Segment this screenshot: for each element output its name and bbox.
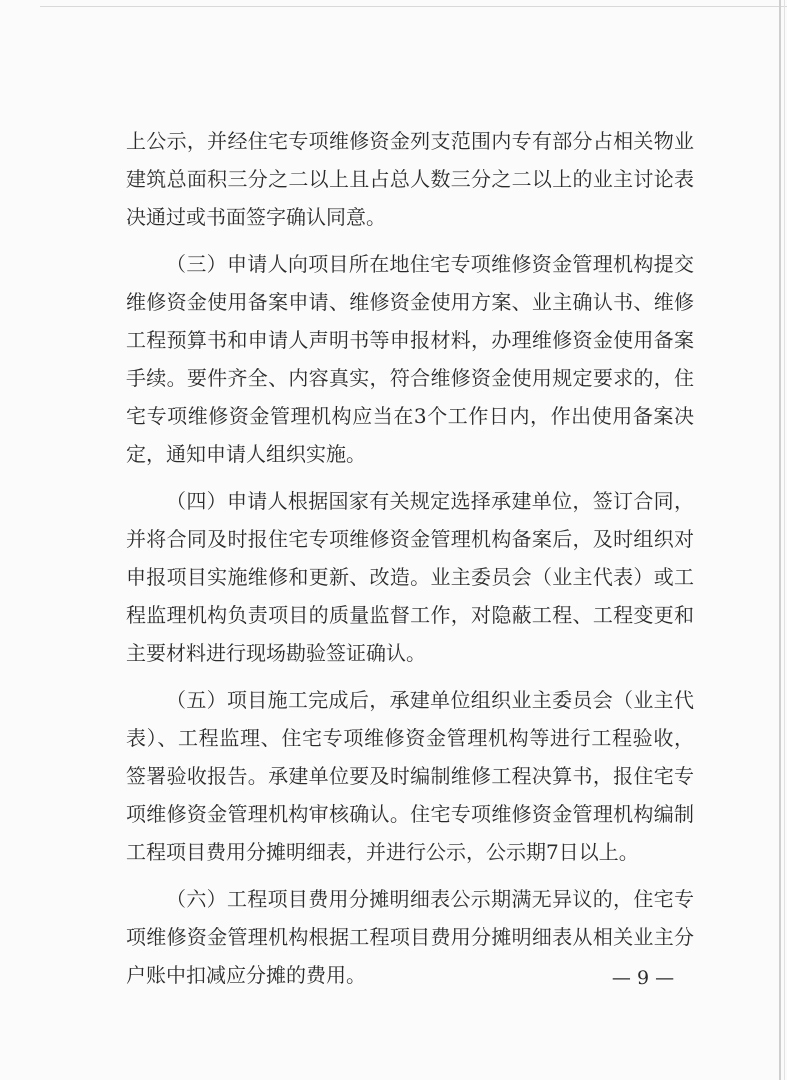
page-edge-right <box>779 0 781 1080</box>
text-line: 项维修资金管理机构根据工程项目费用分摊明细表从相关业主分 <box>126 925 694 949</box>
text-line: 主要材料进行现场勘验签证确认。 <box>126 641 426 665</box>
text-line: 程监理机构负责项目的质量监督工作，对隐蔽工程、工程变更和 <box>126 603 694 627</box>
text-line: （六）工程项目费用分摊明细表公示期满无异议的，住宅专 <box>166 887 694 911</box>
paragraph-item-5 <box>126 681 694 871</box>
text-line: 户账中扣减应分摊的费用。 <box>126 963 366 987</box>
text-line: 维修资金使用备案申请、维修资金使用方案、业主确认书、维修 <box>126 290 694 314</box>
text-line: 项维修资金管理机构审核确认。住宅专项维修资金管理机构编制 <box>126 802 694 826</box>
body-text <box>126 122 694 994</box>
text-line: （三）申请人向项目所在地住宅专项维修资金管理机构提交 <box>166 252 694 276</box>
page-number: — 9 — <box>611 967 675 989</box>
text-line: 工程预算书和申请人声明书等申报材料，办理维修资金使用备案 <box>126 328 694 352</box>
paragraph-item-3 <box>126 245 694 473</box>
page-edge-top <box>40 6 787 7</box>
text-line: 表）、工程监理、住宅专项维修资金管理机构等进行工程验收， <box>126 726 694 750</box>
text-line: 并将合同及时报住宅专项维修资金管理机构备案后，及时组织对 <box>126 527 694 551</box>
text-line: 定，通知申请人组织实施。 <box>126 442 366 466</box>
text-line: 手续。要件齐全、内容真实，符合维修资金使用规定要求的，住 <box>126 366 694 390</box>
text-line: 上公示，并经住宅专项维修资金列支范围内专有部分占相关物业 <box>126 129 694 153</box>
paragraph-continued <box>126 122 694 236</box>
text-line: 建筑总面积三分之二以上且占总人数三分之二以上的业主讨论表 <box>126 167 694 191</box>
text-line: （四）申请人根据国家有关规定选择承建单位，签订合同， <box>166 489 694 513</box>
text-line: 申报项目实施维修和更新、改造。业主委员会（业主代表）或工 <box>126 565 694 589</box>
text-line: 工程项目费用分摊明细表，并进行公示，公示期7日以上。 <box>126 840 639 864</box>
text-line: 签署验收报告。承建单位要及时编制维修工程决算书，报住宅专 <box>126 764 694 788</box>
paragraph-item-4 <box>126 482 694 672</box>
text-line: （五）项目施工完成后，承建单位组织业主委员会（业主代 <box>166 688 694 712</box>
page-edge-right-shadow <box>784 0 785 1080</box>
text-line: 宅专项维修资金管理机构应当在3个工作日内，作出使用备案决 <box>126 404 694 428</box>
text-line: 决通过或书面签字确认同意。 <box>126 205 386 229</box>
